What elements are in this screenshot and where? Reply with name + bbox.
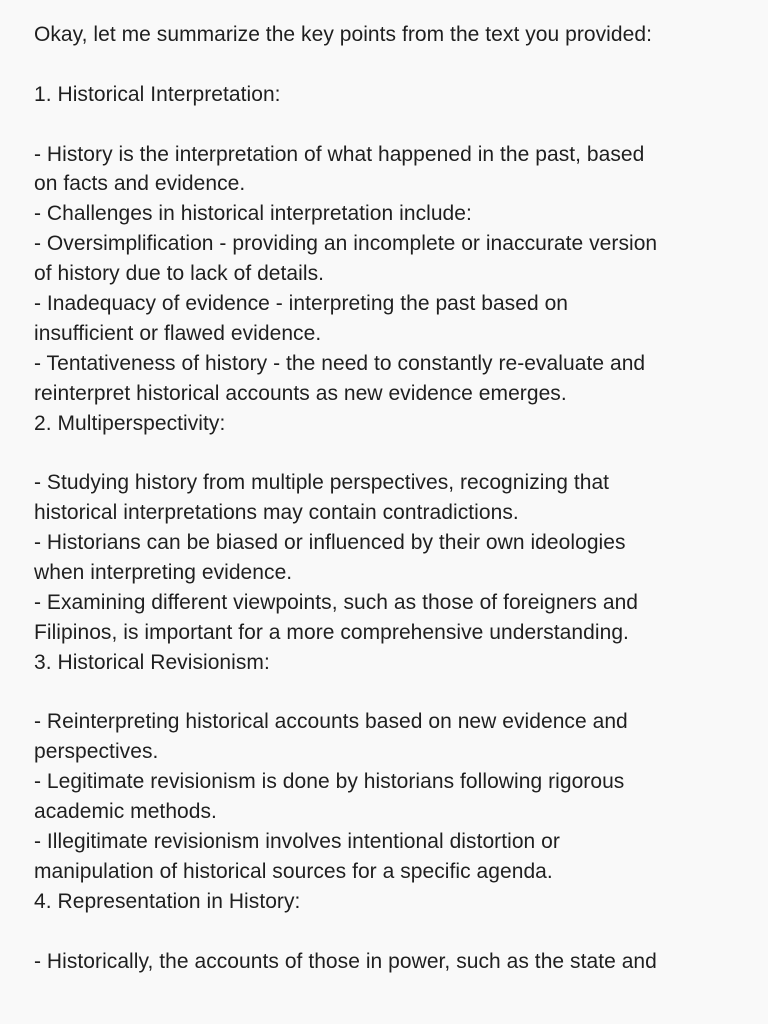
message-line: historical interpretations may contain contradictions. [34,501,519,525]
section-heading-representation-in-history: 4. Representation in History: [34,889,301,913]
message-line: academic methods. [34,800,217,824]
message-line: - Challenges in historical interpretation include: [34,202,472,226]
message-line: insufficient or flawed evidence. [34,321,322,345]
message-line: manipulation of historical sources for a specific agenda. [34,859,553,883]
section-heading-historical-interpretation: 1. Historical Interpretation: [34,82,281,106]
message-line: - Historians can be biased or influenced by their own ideologies [34,531,626,555]
message-line: - Illegitimate revisionism involves intentional distortion or [34,830,560,854]
message-line: - Tentativeness of history - the need to constantly re-evaluate and [34,351,646,375]
message-line: on facts and evidence. [34,172,246,196]
section-heading-multiperspectivity: 2. Multiperspectivity: [34,411,226,435]
message-line: - Examining different viewpoints, such as those of foreigners and [34,590,639,614]
blank-line [34,438,734,468]
message-line: - Inadequacy of evidence - interpreting the past based on [34,292,569,316]
message-line: - History is the interpretation of what happened in the past, based [34,142,645,166]
message-line: - Legitimate revisionism is done by historians following rigorous [34,770,625,794]
message-line: Filipinos, is important for a more comprehensive understanding. [34,620,629,644]
message-line: perspectives. [34,740,159,764]
message-intro: Okay, let me summarize the key points from the text you provided: [34,23,652,46]
message-line: - Reinterpreting historical accounts based on new evidence and [34,710,628,734]
message-line: reinterpret historical accounts as new evidence emerges. [34,381,567,405]
blank-line [34,917,734,947]
message-line: - Oversimplification - providing an incomplete or inaccurate version [34,232,658,256]
section-heading-historical-revisionism: 3. Historical Revisionism: [34,650,270,674]
blank-line [34,110,734,140]
blank-line [34,678,734,708]
message-line: - Historically, the accounts of those in power, such as the state and [34,949,657,973]
blank-line [34,50,734,80]
message-line: - Studying history from multiple perspectives, recognizing that [34,471,610,495]
message-line: when interpreting evidence. [34,561,293,585]
message-line: of history due to lack of details. [34,262,325,286]
